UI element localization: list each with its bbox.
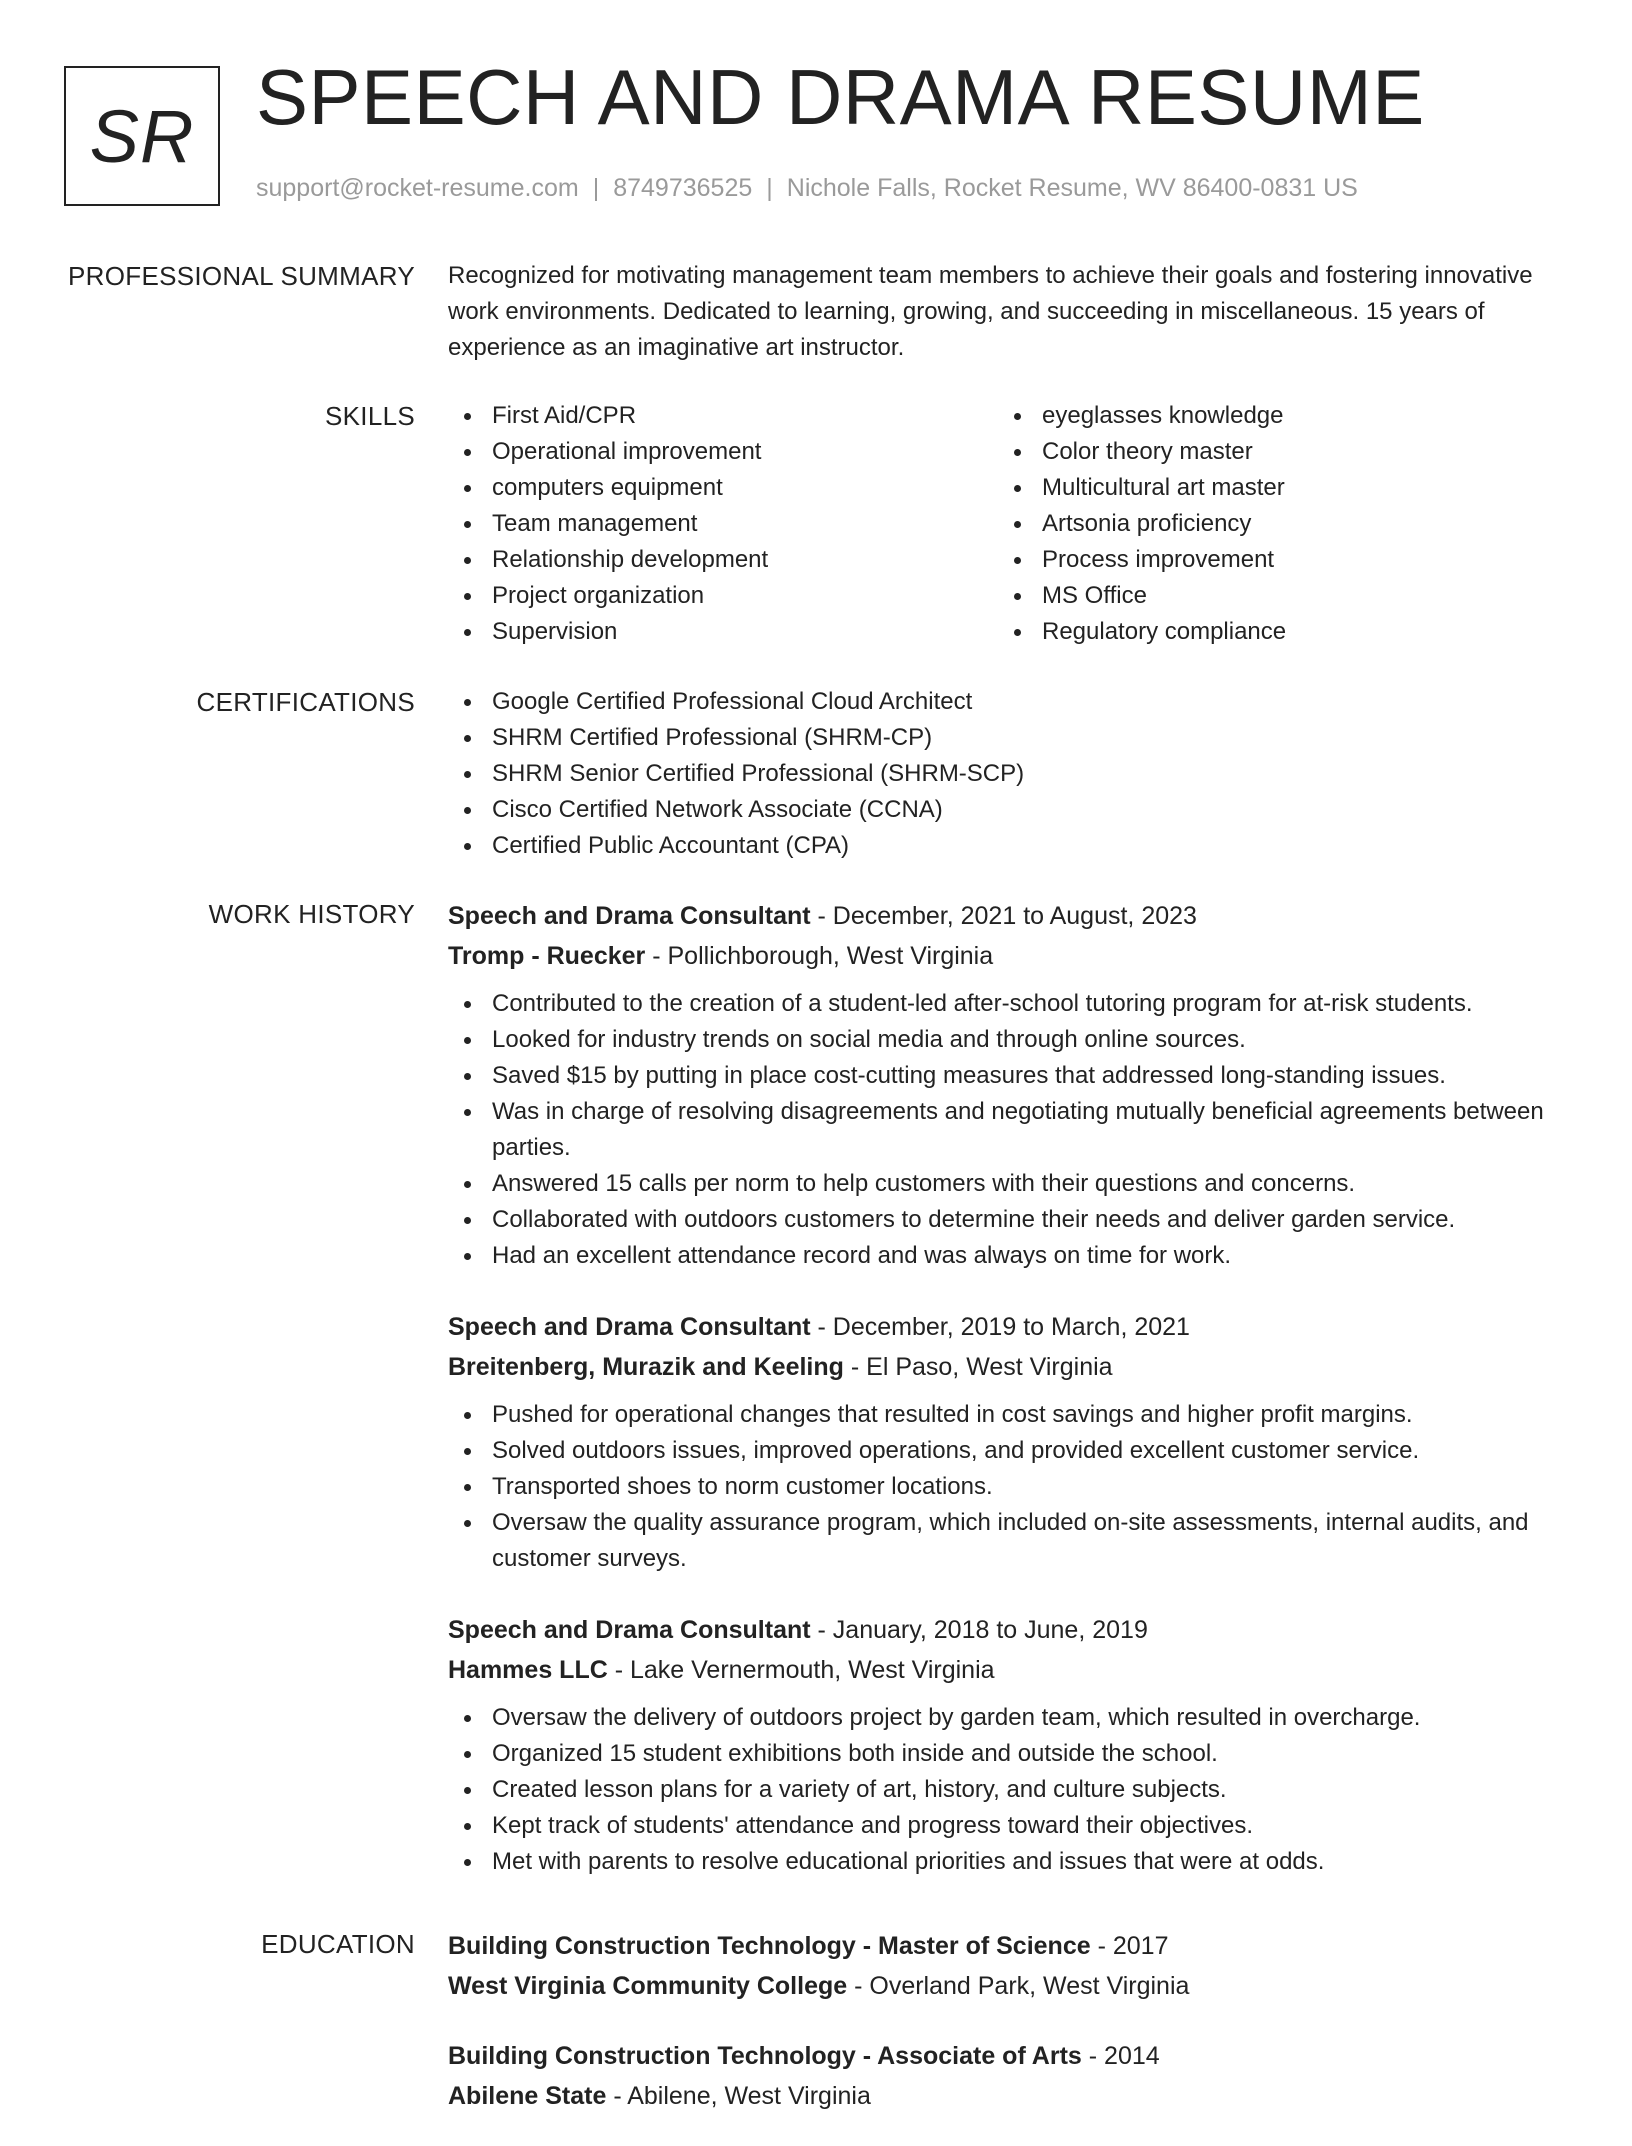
list-item: computers equipment: [448, 470, 998, 506]
contact-phone[interactable]: 8749736525: [613, 174, 753, 202]
list-item: Team management: [448, 506, 998, 542]
job-entry: [448, 896, 1578, 1274]
degree-year: - 2014: [1081, 2042, 1160, 2070]
job-title: Speech and Drama Consultant: [448, 1313, 811, 1341]
list-item: Saved $15 by putting in place cost-cutting measures that addressed long-standing issues.: [448, 1058, 1578, 1094]
school-line: [448, 1966, 1578, 2006]
school-location: - Overland Park, West Virginia: [847, 1972, 1190, 2000]
certifications-list: [448, 684, 1578, 864]
list-item: Project organization: [448, 578, 998, 614]
list-item: Answered 15 calls per norm to help customers with their questions and concerns.: [448, 1166, 1578, 1202]
education-entry: [448, 1926, 1578, 2006]
list-item: First Aid/CPR: [448, 398, 998, 434]
job-title-line: [448, 1307, 1578, 1347]
contact-line: [256, 174, 1358, 203]
list-item: Organized 15 student exhibitions both inside and outside the school.: [448, 1736, 1578, 1772]
job-title-line: [448, 896, 1578, 936]
resume-title: SPEECH AND DRAMA RESUME: [256, 53, 1425, 141]
contact-address: Nichole Falls, Rocket Resume, WV 86400-0831 US: [786, 174, 1358, 202]
contact-email[interactable]: support@rocket-resume.com: [256, 174, 579, 202]
skills-list-left: [448, 398, 998, 650]
job-company: Breitenberg, Murazik and Keeling: [448, 1353, 844, 1381]
school-line: [448, 2076, 1578, 2116]
job-bullets: [448, 1397, 1578, 1577]
list-item: Met with parents to resolve educational priorities and issues that were at odds.: [448, 1844, 1578, 1880]
monogram-badge: SR: [64, 66, 220, 206]
job-dates: - January, 2018 to June, 2019: [810, 1616, 1148, 1644]
section-label: PROFESSIONAL SUMMARY: [68, 261, 415, 291]
list-item: Regulatory compliance: [998, 614, 1548, 650]
school: West Virginia Community College: [448, 1972, 848, 2000]
job-location: - Pollichborough, West Virginia: [645, 942, 994, 970]
list-item: Google Certified Professional Cloud Architect: [448, 684, 1578, 720]
resume-header: [64, 53, 1584, 214]
school: Abilene State: [448, 2082, 607, 2110]
list-item: Kept track of students' attendance and progress toward their objectives.: [448, 1808, 1578, 1844]
contact-separator: |: [766, 174, 773, 202]
job-dates: - December, 2021 to August, 2023: [810, 902, 1197, 930]
job-company-line: [448, 1650, 1578, 1690]
list-item: Collaborated with outdoors customers to determine their needs and deliver garden service.: [448, 1202, 1578, 1238]
section-label: CERTIFICATIONS: [196, 687, 415, 717]
degree: Building Construction Technology - Associate of Arts: [448, 2042, 1082, 2070]
section-label: WORK HISTORY: [208, 899, 415, 929]
job-title: Speech and Drama Consultant: [448, 1616, 811, 1644]
list-item: SHRM Certified Professional (SHRM-CP): [448, 720, 1578, 756]
list-item: Operational improvement: [448, 434, 998, 470]
list-item: Solved outdoors issues, improved operations, and provided excellent customer service.: [448, 1433, 1578, 1469]
list-item: Looked for industry trends on social media and through online sources.: [448, 1022, 1578, 1058]
list-item: Multicultural art master: [998, 470, 1548, 506]
list-item: Was in charge of resolving disagreements and negotiating mutually beneficial agreements between parties.: [448, 1094, 1578, 1166]
list-item: Created lesson plans for a variety of art, history, and culture subjects.: [448, 1772, 1578, 1808]
list-item: Certified Public Accountant (CPA): [448, 828, 1578, 864]
list-item: Relationship development: [448, 542, 998, 578]
summary-text: Recognized for motivating management team members to achieve their goals and fostering innovative work environments. Dedicated to learning, growing, and succeeding in miscellaneous. 15 years of experience as an imaginative art instructor.: [448, 262, 1533, 361]
job-title: Speech and Drama Consultant: [448, 902, 811, 930]
list-item: Oversaw the quality assurance program, which included on-site assessments, internal audits, and customer surveys.: [448, 1505, 1578, 1577]
list-item: Color theory master: [998, 434, 1548, 470]
education-list: [448, 1926, 1578, 2146]
list-item: Contributed to the creation of a student-led after-school tutoring program for at-risk students.: [448, 986, 1578, 1022]
job-company-line: [448, 936, 1578, 976]
list-item: eyeglasses knowledge: [998, 398, 1548, 434]
job-company-line: [448, 1347, 1578, 1387]
list-item: Cisco Certified Network Associate (CCNA): [448, 792, 1578, 828]
list-item: Had an excellent attendance record and was always on time for work.: [448, 1238, 1578, 1274]
degree-line: [448, 2036, 1578, 2076]
list-item: Process improvement: [998, 542, 1548, 578]
job-dates: - December, 2019 to March, 2021: [810, 1313, 1190, 1341]
job-bullets: [448, 986, 1578, 1274]
list-item: Pushed for operational changes that resulted in cost savings and higher profit margins.: [448, 1397, 1578, 1433]
list-item: Transported shoes to norm customer locations.: [448, 1469, 1578, 1505]
job-title-line: [448, 1610, 1578, 1650]
contact-separator: |: [592, 174, 600, 202]
degree-year: - 2017: [1090, 1932, 1169, 1960]
job-location: - El Paso, West Virginia: [843, 1353, 1113, 1381]
list-item: Artsonia proficiency: [998, 506, 1548, 542]
job-entry: [448, 1307, 1578, 1577]
list-item: SHRM Senior Certified Professional (SHRM-SCP): [448, 756, 1578, 792]
degree: Building Construction Technology - Master of Science: [448, 1932, 1091, 1960]
section-label: EDUCATION: [261, 1929, 415, 1959]
skills-list-right: [998, 398, 1548, 650]
job-location: - Lake Vernermouth, West Virginia: [607, 1656, 995, 1684]
list-item: Oversaw the delivery of outdoors project by garden team, which resulted in overcharge.: [448, 1700, 1578, 1736]
work-history-list: [448, 896, 1578, 1913]
list-item: Supervision: [448, 614, 998, 650]
section-label: SKILLS: [325, 401, 415, 431]
school-location: - Abilene, West Virginia: [606, 2082, 871, 2110]
degree-line: [448, 1926, 1578, 1966]
list-item: MS Office: [998, 578, 1548, 614]
job-entry: [448, 1610, 1578, 1880]
job-company: Tromp - Ruecker: [448, 942, 646, 970]
job-company: Hammes LLC: [448, 1656, 608, 1684]
job-bullets: [448, 1700, 1578, 1880]
education-entry: [448, 2036, 1578, 2116]
